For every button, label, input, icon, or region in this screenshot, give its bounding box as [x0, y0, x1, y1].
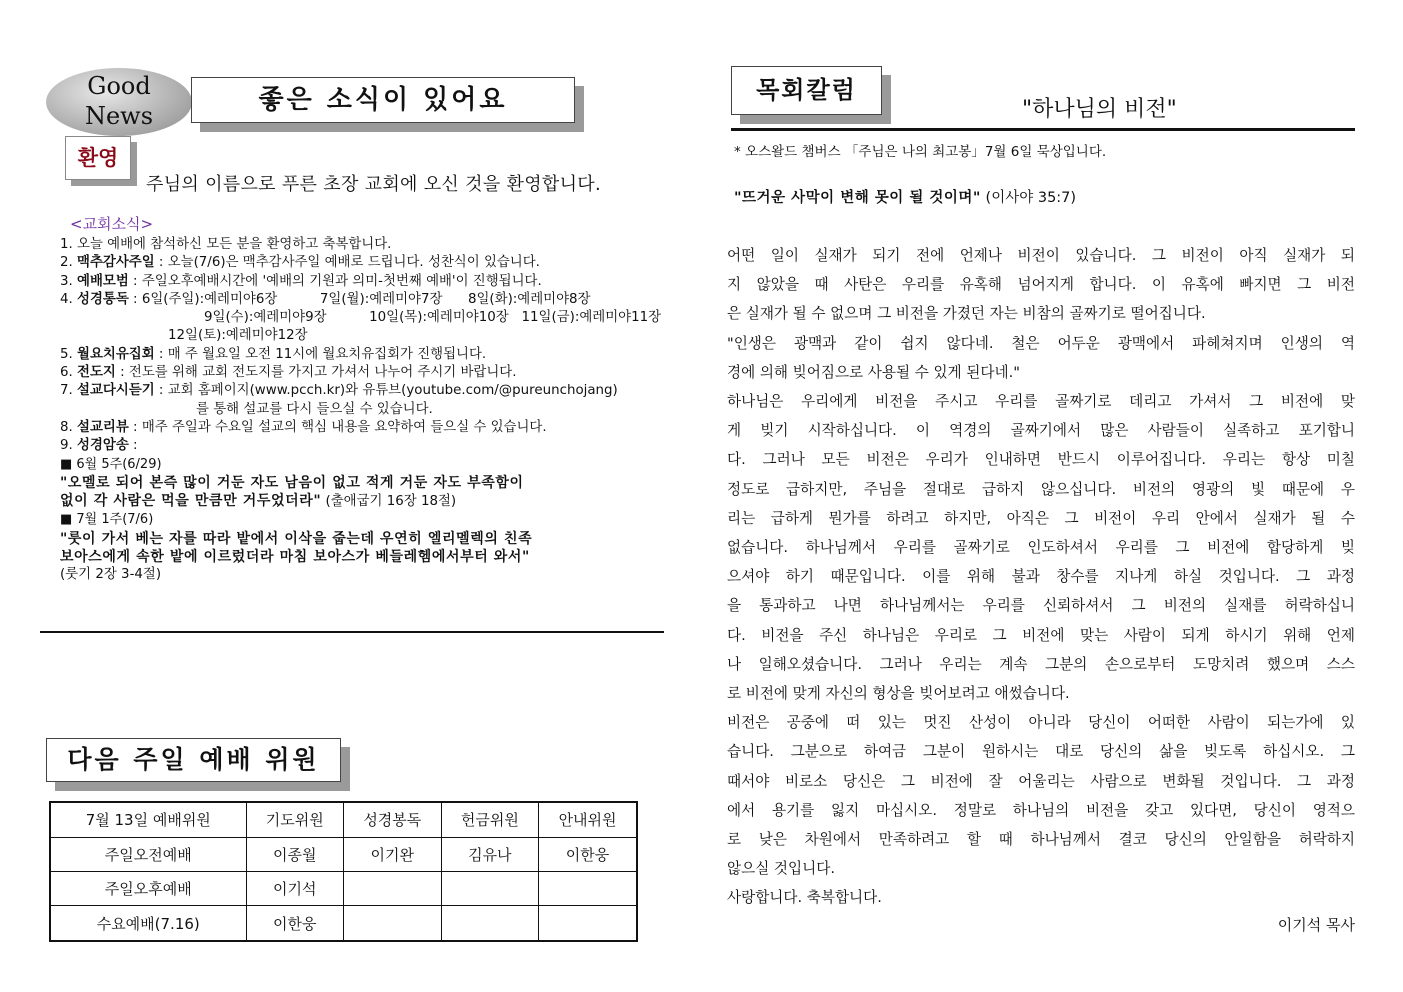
news-item: 7. 설교다시듣기 : 교회 홈페이지(www.pcch.kr)와 유튜브(youtube.com/@pureunchojang) — [60, 383, 618, 399]
column-line: 을 통과하고 나면 하나님께서는 우리를 신뢰하셔서 그 비전의 실재를 허락하십니 — [727, 597, 1355, 615]
table-cell: 이기완 — [344, 837, 442, 871]
column-line: 어떤 일이 실재가 되기 전에 언제나 비전이 있습니다. 그 비전이 아직 실재가 되 — [727, 247, 1355, 264]
table-header-row — [50, 802, 637, 837]
church-news-list — [60, 236, 680, 585]
column-line: 다. 비전을 주신 하나님은 우리로 그 비전에 맞는 사람이 되게 하시기 위해 언제 — [727, 626, 1355, 644]
table-cell: 김유나 — [441, 837, 539, 871]
news-item: 3. 예배모범 : 주일오후예배시간에 '예배의 기원과 의미-첫번째 예배'이 진행됩니다. — [60, 273, 542, 289]
news-item: 2. 맥추감사주일 : 오늘(7/6)은 맥추감사주일 예배로 드립니다. 성찬식이 있습니다. — [60, 255, 540, 271]
column-line: 때서야 비로소 당신은 그 비전에 잘 어울리는 사람으로 변화될 것입니다. 그 과정 — [727, 772, 1355, 790]
worship-staff-title: 다음 주일 예배 위원 — [46, 738, 341, 782]
column-verse: "뜨거운 사막이 변해 못이 될 것이며" (이사야 35:7) — [734, 190, 1077, 206]
column-label: 목회칼럼 — [731, 66, 882, 115]
table-cell: 이한웅 — [246, 906, 344, 941]
column-heading: "하나님의 비전" — [1022, 97, 1177, 122]
table-header-cell: 기도위원 — [246, 802, 344, 837]
column-source: * 오스왈드 챔버스 「주님은 나의 최고봉」7월 6일 묵상입니다. — [734, 144, 1107, 160]
column-line: 사랑합니다. 축복합니다. — [727, 889, 882, 907]
badge-line-2: News — [84, 102, 154, 130]
memory-week-2: ■ 7월 1주(7/6) — [60, 512, 154, 528]
table-row — [50, 906, 637, 941]
news-item: 5. 월요치유집회 : 매 주 월요일 오전 11시에 월요치유집회가 진행됩니다. — [60, 346, 487, 362]
news-item-continued: 를 통해 설교를 다시 들으실 수 있습니다. — [196, 401, 433, 417]
column-line: 정도로 급하지만, 주님을 절대로 급하지 않으십니다. 비전의 영광의 빛 때문에 우 — [727, 480, 1355, 498]
memory-ref-2: (룻기 2장 3-4절) — [60, 567, 162, 583]
news-item-continued: 12일(토):예레미야12장 — [168, 328, 308, 344]
news-item: 4. 성경통독 : 6일(주일):예레미야6장 7일(월):예레미야7장 8일(화):예레미야8장 — [60, 291, 591, 307]
column-line: 게 빚기 시작하십니다. 이 역경의 골짜기에서 많은 사람들이 실족하고 포기합니 — [727, 422, 1355, 440]
news-item: 8. 설교리뷰 : 매주 주일과 수요일 설교의 핵심 내용을 요약하여 들으실 수 있습니다. — [60, 419, 547, 435]
column-line: 은 실재가 될 수 없으며 그 비전을 가졌던 자는 비참의 골짜기로 떨어집니다. — [727, 305, 1206, 323]
memory-quote-2a: "룻이 가서 베는 자를 따라 밭에서 이삭을 줍는데 우연히 엘리멜렉의 친족 — [60, 530, 533, 547]
table-cell: 이종월 — [246, 837, 344, 871]
section-divider — [40, 631, 664, 633]
column-line: "인생은 광맥과 같이 쉽지 않다네. 철은 어두운 광맥에서 파헤쳐지며 인생의 역 — [727, 334, 1355, 352]
table-cell: 주일오전예배 — [50, 837, 246, 871]
memory-week-1: ■ 6월 5주(6/29) — [60, 456, 162, 472]
column-line: 으셔야 하기 때문입니다. 이를 위해 불과 창수를 지나게 하실 것입니다. 그 과정 — [727, 568, 1355, 586]
column-line: 지 않았을 때 사탄은 우리를 유혹해 넘어지게 합니다. 이 유혹에 빠지면 그 비전 — [727, 276, 1355, 294]
column-line: 로 낮은 차원에서 만족하려고 할 때 하나님께서 결코 당신의 안일함을 허락하지 — [727, 831, 1355, 849]
table-header-cell: 헌금위원 — [441, 802, 539, 837]
table-cell — [539, 906, 637, 941]
column-line: 습니다. 그분으로 하여금 그분이 원하시는 대로 당신의 삶을 빚도록 하십시오. 그 — [727, 743, 1355, 761]
badge-line-1: Good — [87, 72, 151, 100]
table-cell: 수요예배(7.16) — [50, 906, 246, 941]
memory-quote-1b: 없이 각 사람은 먹을 만큼만 거두었더라" (출애굽기 16장 18절) — [60, 493, 457, 510]
column-line: 하나님은 우리에게 비전을 주시고 우리를 골짜기로 데리고 가셔서 그 비전에 맞 — [727, 393, 1355, 411]
table-cell: 이기석 — [246, 871, 344, 905]
news-item: 1. 오늘 예배에 참석하신 모든 분을 환영하고 축복합니다. — [60, 237, 392, 252]
welcome-tag: 환영 — [65, 136, 131, 180]
worship-staff-table — [49, 801, 638, 942]
memory-quote-1a: "오멜로 되어 본즉 많이 거둔 자도 남음이 없고 적게 거둔 자도 부족함이 — [60, 474, 524, 491]
column-line: 다. 그러나 모든 비전은 우리가 인내하면 반드시 이루어집니다. 우리는 항상 미칠 — [727, 451, 1355, 469]
news-item: 6. 전도지 : 전도를 위해 교회 전도지를 가지고 가셔서 나누어 주시기 바랍니다. — [60, 365, 517, 381]
memory-quote-2b: 보아스에게 속한 밭에 이르렀더라 마침 보아스가 베들레헴에서부터 와서" — [60, 549, 530, 566]
column-line: 나 일해오셨습니다. 그러나 우리는 계속 그분의 손으로부터 도망치려 했으며 스스 — [727, 655, 1355, 673]
column-line: 에서 용기를 잃지 마십시오. 정말로 하나님의 비전을 갖고 있다면, 당신이 영적으 — [727, 801, 1355, 819]
good-news-title: 좋은 소식이 있어요 — [191, 77, 575, 123]
column-body — [727, 241, 1355, 913]
table-header-cell: 성경봉독 — [344, 802, 442, 837]
table-cell — [441, 906, 539, 941]
table-cell — [344, 906, 442, 941]
news-item-continued: 9일(수):예레미야9장 10일(목):예레미야10장 11일(금):예레미야11장 — [204, 310, 662, 326]
table-row — [50, 871, 637, 905]
table-cell — [539, 871, 637, 905]
church-news-heading: <교회소식> — [70, 215, 154, 233]
column-line: 없습니다. 하나님께서 우리를 골짜기로 인도하셔서 우리를 그 비전에 합당하게 빚 — [727, 539, 1355, 557]
column-signature: 이기석 목사 — [1277, 916, 1355, 934]
column-line: 경에 의해 빚어짐으로 사용될 수 있게 된다네." — [727, 363, 1020, 381]
table-cell: 주일오후예배 — [50, 871, 246, 905]
news-item: 9. 성경암송 : — [60, 438, 138, 454]
table-cell — [344, 871, 442, 905]
column-line: 리는 급하게 뭔가를 하려고 하지만, 아직은 그 비전이 우리 안에서 실재가 될 수 — [727, 509, 1355, 527]
column-divider — [731, 128, 1355, 131]
table-header-cell: 안내위원 — [539, 802, 637, 837]
table-cell: 이한웅 — [539, 837, 637, 871]
column-line: 비전은 공중에 떠 있는 멋진 산성이 아니라 당신이 어떠한 사람이 되는가에 있 — [727, 714, 1355, 732]
table-cell — [441, 871, 539, 905]
column-line: 않으실 것입니다. — [727, 860, 835, 878]
table-row — [50, 837, 637, 871]
welcome-text: 주님의 이름으로 푸른 초장 교회에 오신 것을 환영합니다. — [146, 174, 601, 195]
column-line: 로 비전에 맞게 자신의 형상을 빚어보려고 애썼습니다. — [727, 685, 1070, 703]
good-news-badge — [46, 68, 192, 136]
table-header-cell: 7월 13일 예배위원 — [50, 802, 246, 837]
